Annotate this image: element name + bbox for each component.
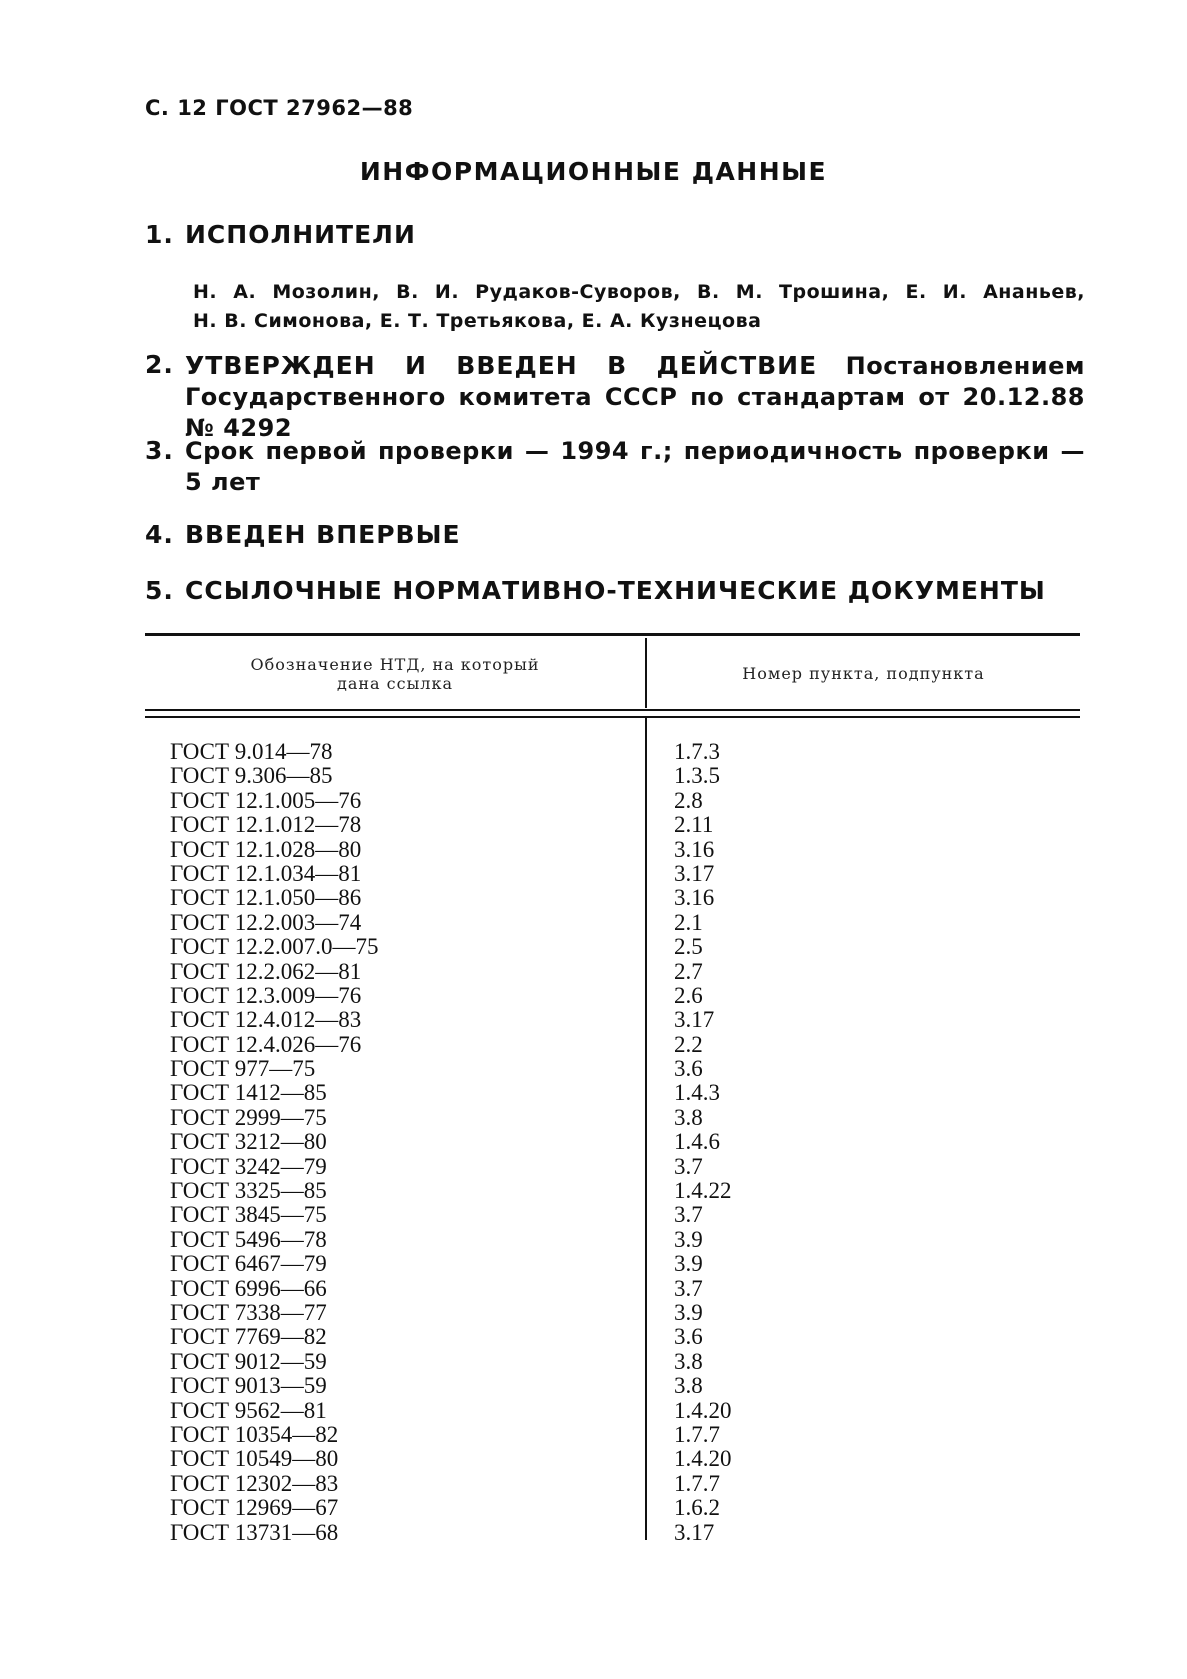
clause-number: 1.4.6 <box>674 1129 720 1155</box>
clause-number: 3.9 <box>674 1226 703 1252</box>
clause-number: 1.7.3 <box>674 739 720 764</box>
page-header: С. 12 ГОСТ 27962—88 <box>145 96 414 120</box>
ntd-designation: ГОСТ 13731—68 <box>170 1519 339 1545</box>
clause-number: 3.9 <box>674 1299 703 1325</box>
ntd-designation: ГОСТ 12.2.007.0—75 <box>170 934 379 960</box>
table-row <box>170 1081 1080 1105</box>
section-2 <box>145 350 1085 444</box>
ntd-designation: ГОСТ 9013—59 <box>170 1373 327 1399</box>
table-row <box>170 1350 1080 1374</box>
ntd-designation: ГОСТ 12.1.005—76 <box>170 787 362 813</box>
ntd-designation: ГОСТ 5496—78 <box>170 1226 327 1252</box>
ntd-designation: ГОСТ 3212—80 <box>170 1129 327 1155</box>
section-text: Срок первой проверки — 1994 г.; периодичность проверки — 5 лет <box>185 437 1085 496</box>
table-row <box>170 1203 1080 1227</box>
clause-number: 1.4.20 <box>674 1446 732 1472</box>
table-row <box>170 789 1080 813</box>
section-heading: ВВЕДЕН ВПЕРВЫЕ <box>185 520 461 549</box>
section-number: 5. <box>145 576 174 605</box>
section-number: 2. <box>145 350 174 379</box>
clause-number: 2.2 <box>674 1031 703 1057</box>
clause-number: 1.7.7 <box>674 1421 720 1447</box>
table-header-designation <box>145 655 645 693</box>
section-3 <box>145 436 1085 498</box>
ntd-designation: ГОСТ 1412—85 <box>170 1080 327 1106</box>
ntd-designation: ГОСТ 10354—82 <box>170 1421 339 1447</box>
clause-number: 1.6.2 <box>674 1495 720 1521</box>
clause-number: 3.16 <box>674 885 715 911</box>
table-row <box>170 740 1080 764</box>
clause-number: 3.17 <box>674 1007 715 1033</box>
table-row <box>170 1033 1080 1057</box>
table-row <box>170 813 1080 837</box>
section-lead: УТВЕРЖДЕН И ВВЕДЕН В ДЕЙСТВИЕ <box>185 351 818 380</box>
ntd-designation: ГОСТ 3242—79 <box>170 1153 327 1179</box>
authors-list <box>193 278 1085 336</box>
section-heading: ИСПОЛНИТЕЛИ <box>185 220 416 249</box>
clause-number: 3.17 <box>674 1519 715 1545</box>
ntd-designation: ГОСТ 12.1.034—81 <box>170 860 362 886</box>
ntd-designation: ГОСТ 7338—77 <box>170 1299 327 1325</box>
clause-number: 3.6 <box>674 1056 703 1082</box>
table-row <box>170 1277 1080 1301</box>
ntd-designation: ГОСТ 12.4.012—83 <box>170 1007 362 1033</box>
table-row <box>170 1228 1080 1252</box>
header-line: дана ссылка <box>336 674 454 693</box>
table-row <box>170 1179 1080 1203</box>
table-row <box>170 1057 1080 1081</box>
table-row <box>170 862 1080 886</box>
ntd-designation: ГОСТ 3845—75 <box>170 1202 327 1228</box>
clause-number: 1.4.20 <box>674 1397 732 1423</box>
table-row <box>170 886 1080 910</box>
section-5 <box>145 576 1085 605</box>
section-4 <box>145 520 1085 549</box>
clause-number: 2.11 <box>674 812 714 838</box>
table-row <box>170 1521 1080 1545</box>
ntd-designation: ГОСТ 12.4.026—76 <box>170 1031 362 1057</box>
ntd-designation: ГОСТ 12.1.012—78 <box>170 812 362 838</box>
clause-number: 2.6 <box>674 982 703 1008</box>
ntd-designation: ГОСТ 9.014—78 <box>170 739 333 764</box>
clause-number: 3.9 <box>674 1251 703 1277</box>
section-number: 4. <box>145 520 174 549</box>
table-row <box>170 935 1080 959</box>
ntd-designation: ГОСТ 6467—79 <box>170 1251 327 1277</box>
ntd-designation: ГОСТ 9.306—85 <box>170 763 333 789</box>
table-row <box>170 1252 1080 1276</box>
table-row <box>170 1325 1080 1349</box>
clause-number: 3.7 <box>674 1153 703 1179</box>
ntd-designation: ГОСТ 9012—59 <box>170 1348 327 1374</box>
table-header-clause: Номер пункта, подпункта <box>742 664 985 683</box>
clause-number: 3.8 <box>674 1373 703 1399</box>
table-header-rule <box>145 716 1080 718</box>
table-header-rule <box>145 709 1080 711</box>
clause-number: 3.16 <box>674 836 715 862</box>
clause-number: 1.4.22 <box>674 1178 732 1204</box>
ntd-designation: ГОСТ 12969—67 <box>170 1495 339 1521</box>
ntd-designation: ГОСТ 7769—82 <box>170 1324 327 1350</box>
section-text <box>185 350 1085 444</box>
clause-number: 3.6 <box>674 1324 703 1350</box>
page-title: ИНФОРМАЦИОННЫЕ ДАННЫЕ <box>359 157 828 186</box>
clause-number: 1.7.7 <box>674 1470 720 1496</box>
table-row <box>170 1496 1080 1520</box>
authors-line-1: Н. А. Мозолин, В. И. Рудаков-Суворов, В. М. Трошина, Е. И. Ананьев, <box>193 281 1085 303</box>
table-top-rule <box>145 633 1080 636</box>
table-row <box>170 1106 1080 1130</box>
ntd-designation: ГОСТ 12.3.009—76 <box>170 982 362 1008</box>
table-row <box>170 838 1080 862</box>
table-row <box>170 1447 1080 1471</box>
ntd-designation: ГОСТ 9562—81 <box>170 1397 327 1423</box>
clause-number: 2.1 <box>674 909 703 935</box>
ntd-designation: ГОСТ 10549—80 <box>170 1446 339 1472</box>
table-row <box>170 764 1080 788</box>
clause-number: 3.7 <box>674 1275 703 1301</box>
clause-number: 2.7 <box>674 958 703 984</box>
table-row <box>170 1301 1080 1325</box>
ntd-designation: ГОСТ 6996—66 <box>170 1275 327 1301</box>
ntd-designation: ГОСТ 2999—75 <box>170 1104 327 1130</box>
table-row <box>170 1155 1080 1179</box>
ntd-designation: ГОСТ 12.2.062—81 <box>170 958 362 984</box>
section-1 <box>145 220 1085 249</box>
table-row <box>170 1472 1080 1496</box>
section-heading: ССЫЛОЧНЫЕ НОРМАТИВНО-ТЕХНИЧЕСКИЕ ДОКУМЕНТЫ <box>185 576 1046 605</box>
ntd-designation: ГОСТ 12.1.050—86 <box>170 885 362 911</box>
ntd-designation: ГОСТ 12.1.028—80 <box>170 836 362 862</box>
clause-number: 3.8 <box>674 1104 703 1130</box>
ntd-designation: ГОСТ 977—75 <box>170 1056 316 1082</box>
table-row <box>170 1399 1080 1423</box>
clause-number: 1.4.3 <box>674 1080 720 1106</box>
authors-line-2: Н. В. Симонова, Е. Т. Третьякова, Е. А. Кузнецова <box>193 310 762 332</box>
section-body: Постановлением Государственного комитета СССР по стандартам от 20.12.88 № 4292 <box>185 352 1085 442</box>
table-body <box>170 740 1080 1545</box>
clause-number: 3.8 <box>674 1348 703 1374</box>
clause-number: 3.7 <box>674 1202 703 1228</box>
clause-number: 3.17 <box>674 860 715 886</box>
header-line: Обозначение НТД, на который <box>250 655 540 674</box>
section-number: 1. <box>145 220 174 249</box>
table-row <box>170 1008 1080 1032</box>
table-row <box>170 1423 1080 1447</box>
clause-number: 2.5 <box>674 934 703 960</box>
table-row <box>170 1130 1080 1154</box>
clause-number: 2.8 <box>674 787 703 813</box>
section-number: 3. <box>145 436 174 465</box>
table-row <box>170 960 1080 984</box>
ntd-designation: ГОСТ 12302—83 <box>170 1470 339 1496</box>
ntd-designation: ГОСТ 12.2.003—74 <box>170 909 362 935</box>
clause-number: 1.3.5 <box>674 763 720 789</box>
ntd-designation: ГОСТ 3325—85 <box>170 1178 327 1204</box>
table-row <box>170 911 1080 935</box>
table-row <box>170 1374 1080 1398</box>
table-row <box>170 984 1080 1008</box>
